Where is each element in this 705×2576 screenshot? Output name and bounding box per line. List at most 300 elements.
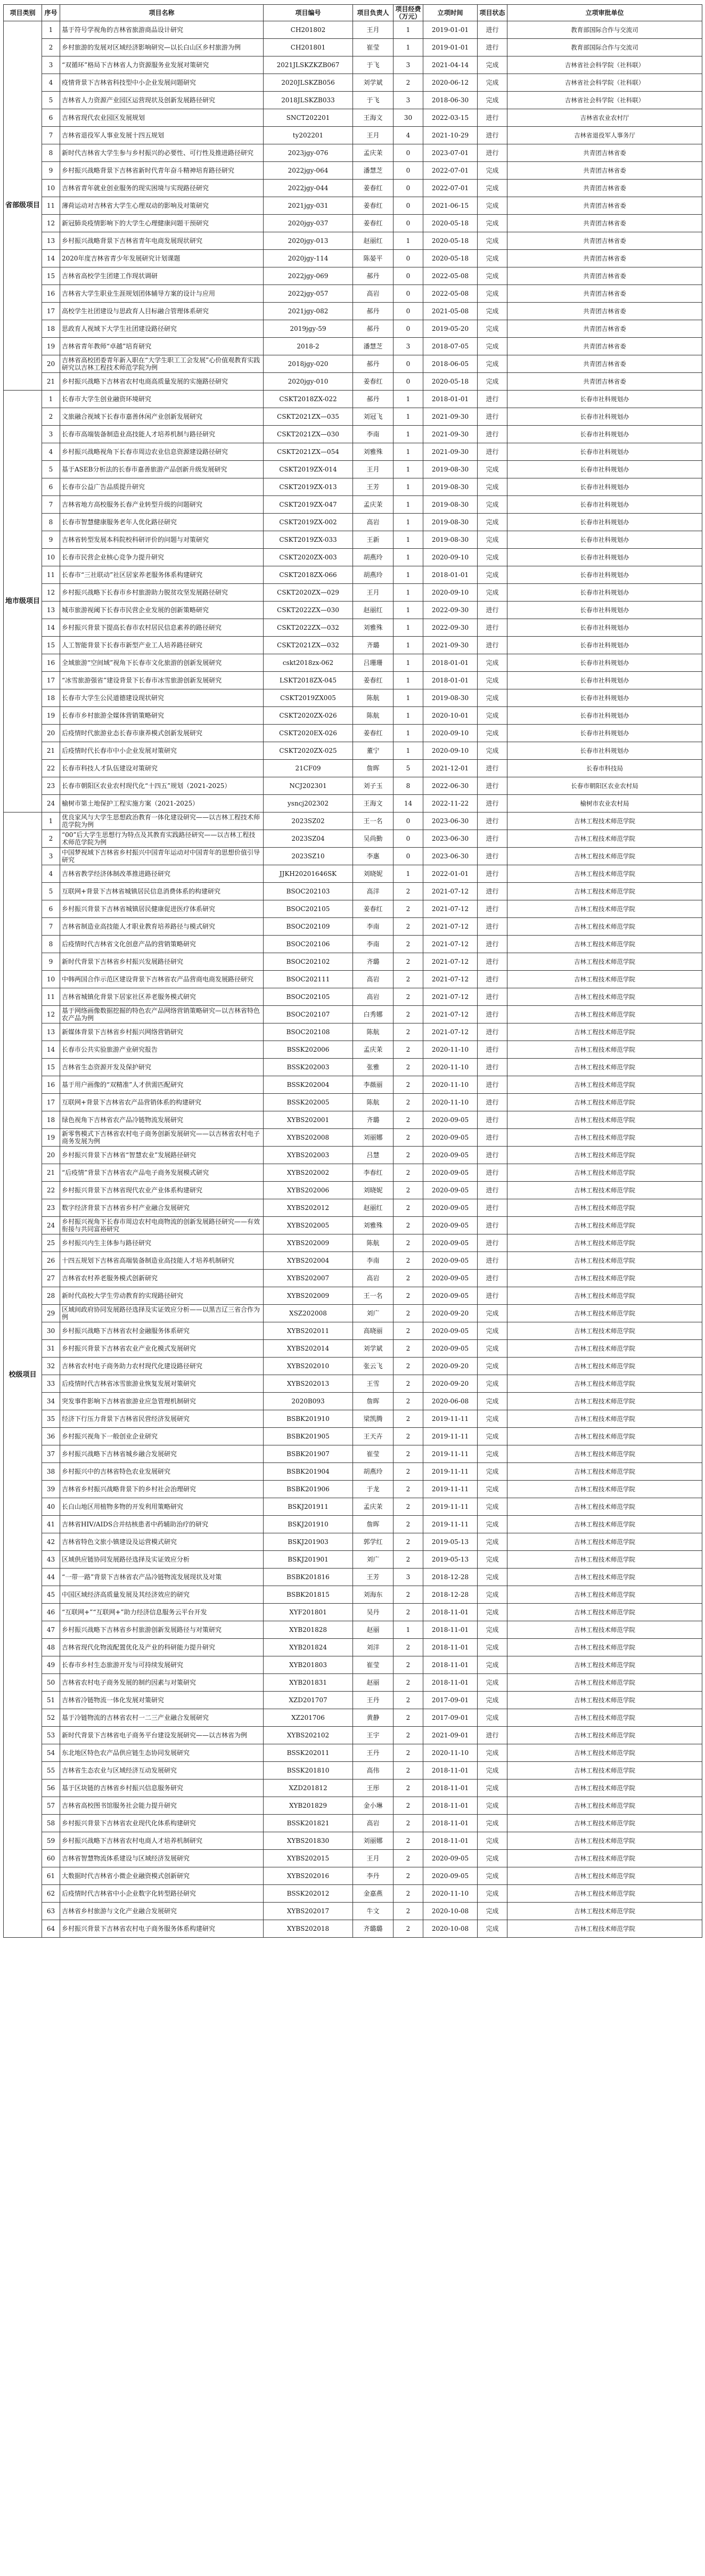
table-row	[4, 391, 702, 408]
approval-date: 2023-06-30	[423, 830, 478, 848]
project-status: 完成	[478, 1621, 507, 1639]
table-row	[4, 443, 702, 461]
project-name: 乡村振兴战略下吉林省城乡融合发展研究	[60, 1445, 264, 1463]
project-code: cskt2018zx-062	[264, 654, 353, 672]
project-status: 进行	[478, 1129, 507, 1147]
project-leader: 李南	[353, 1252, 394, 1270]
project-leader: 王彤	[353, 1779, 394, 1797]
project-code: XYBS202102	[264, 1727, 353, 1744]
project-status: 完成	[478, 725, 507, 742]
table-row	[4, 1164, 702, 1182]
project-name: 后疫情时代吉林省中小企业数字化转型路径研究	[60, 1885, 264, 1903]
table-row	[4, 39, 702, 56]
project-leader: 胡燕玲	[353, 1463, 394, 1481]
project-status: 完成	[478, 1498, 507, 1516]
column-header: 立项审批单位	[507, 5, 702, 21]
project-funding: 2	[394, 988, 423, 1006]
table-row	[4, 1129, 702, 1147]
approval-unit: 吉林工程技术师范学院	[507, 1727, 702, 1744]
project-funding: 2	[394, 1850, 423, 1867]
project-funding: 2	[394, 1779, 423, 1797]
approval-date: 2020-05-18	[423, 215, 478, 232]
table-row	[4, 1182, 702, 1199]
project-code: XYB201831	[264, 1674, 353, 1692]
project-leader: 刘雅殊	[353, 619, 394, 637]
project-funding: 2	[394, 1498, 423, 1516]
project-funding: 1	[394, 478, 423, 496]
project-status: 进行	[478, 21, 507, 39]
project-leader: 李南	[353, 918, 394, 936]
row-number: 1	[42, 812, 60, 830]
row-number: 40	[42, 1498, 60, 1516]
category-cell: 校级项目	[4, 812, 42, 1938]
approval-unit: 长春市社科规划办	[507, 443, 702, 461]
project-name: 吉林省高校图书馆服务社会能力提升研究	[60, 1797, 264, 1815]
approval-unit: 吉林工程技术师范学院	[507, 1779, 702, 1797]
project-code: XYBS202009	[264, 1234, 353, 1252]
project-code: BSOC202108	[264, 1023, 353, 1041]
approval-unit: 吉林工程技术师范学院	[507, 1041, 702, 1059]
row-number: 56	[42, 1779, 60, 1797]
project-code: XYBS202009	[264, 1287, 353, 1305]
column-header: 项目负责人	[353, 5, 394, 21]
project-funding: 2	[394, 1358, 423, 1375]
approval-date: 2018-11-01	[423, 1762, 478, 1779]
project-status: 完成	[478, 1797, 507, 1815]
project-leader: 吕珊珊	[353, 654, 394, 672]
approval-date: 2023-06-30	[423, 848, 478, 865]
approval-unit: 共青团吉林省委	[507, 373, 702, 391]
table-row	[4, 373, 702, 391]
project-leader: 刘学斌	[353, 1340, 394, 1358]
project-code: CSKT2018ZX-022	[264, 391, 353, 408]
approval-unit: 吉林工程技术师范学院	[507, 1885, 702, 1903]
approval-date: 2018-06-05	[423, 355, 478, 373]
project-status: 进行	[478, 760, 507, 777]
project-funding: 1	[394, 232, 423, 250]
approval-unit: 吉林工程技术师范学院	[507, 1358, 702, 1375]
row-number: 27	[42, 1270, 60, 1287]
approval-date: 2019-08-30	[423, 461, 478, 478]
project-funding: 2	[394, 1094, 423, 1111]
approval-date: 2020-09-05	[423, 1867, 478, 1885]
project-funding: 2	[394, 1147, 423, 1164]
project-funding: 2	[394, 1463, 423, 1481]
table-row	[4, 426, 702, 443]
approval-unit: 吉林工程技术师范学院	[507, 918, 702, 936]
project-leader: 郝丹	[353, 320, 394, 338]
table-row	[4, 566, 702, 584]
approval-date: 2022-09-30	[423, 602, 478, 619]
approval-date: 2020-09-05	[423, 1147, 478, 1164]
project-name: 绿色视角下吉林省农产品冷链物流发展研究	[60, 1111, 264, 1129]
row-number: 44	[42, 1569, 60, 1586]
table-row	[4, 760, 702, 777]
project-name: 吉林省制造业高技能人才职业教育培养路径与模式研究	[60, 918, 264, 936]
row-number: 3	[42, 56, 60, 74]
approval-unit: 榆树市农业农村局	[507, 795, 702, 812]
approval-date: 2020-09-05	[423, 1252, 478, 1270]
project-code: CSKT2020ZX-026	[264, 707, 353, 725]
approval-unit: 长春市社科规划办	[507, 742, 702, 760]
project-funding: 0	[394, 320, 423, 338]
project-code: XYBS202006	[264, 1182, 353, 1199]
row-number: 8	[42, 514, 60, 531]
approval-unit: 吉林工程技术师范学院	[507, 865, 702, 883]
project-status: 完成	[478, 1410, 507, 1428]
row-number: 16	[42, 285, 60, 303]
project-funding: 2	[394, 1217, 423, 1234]
approval-date: 2019-11-11	[423, 1463, 478, 1481]
project-funding: 2	[394, 1428, 423, 1445]
project-name: 后疫情时代吉林省文化创意产品的营销策略研究	[60, 936, 264, 953]
project-status: 进行	[478, 602, 507, 619]
project-code: XYB201829	[264, 1797, 353, 1815]
project-name: 薄荷运动对吉林省大学生心理双动的影响及对策研究	[60, 197, 264, 215]
approval-unit: 吉林省社会科学院（社科联）	[507, 74, 702, 92]
project-funding: 1	[394, 1621, 423, 1639]
project-name: 吉林省青年就业创业服务的现实困境与实现路径研究	[60, 180, 264, 197]
project-name: 吉林省现代农业园区发展规划	[60, 109, 264, 127]
project-leader: 高岩	[353, 1815, 394, 1832]
project-status: 完成	[478, 1340, 507, 1358]
project-code: BSOC202105	[264, 988, 353, 1006]
approval-date: 2019-05-13	[423, 1533, 478, 1551]
project-leader: 刘晓妮	[353, 865, 394, 883]
project-code: XZD201812	[264, 1779, 353, 1797]
approval-date: 2020-09-05	[423, 1129, 478, 1147]
project-funding: 1	[394, 725, 423, 742]
approval-date: 2020-11-10	[423, 1744, 478, 1762]
table-row	[4, 1779, 702, 1797]
project-code: BSSK202003	[264, 1059, 353, 1076]
project-leader: 刘雅殊	[353, 443, 394, 461]
approval-date: 2020-09-05	[423, 1217, 478, 1234]
table-row	[4, 936, 702, 953]
project-leader: 郝丹	[353, 355, 394, 373]
approval-unit: 吉林工程技术师范学院	[507, 1832, 702, 1850]
project-name: 大数据时代吉林省小微企业融资模式创新研究	[60, 1867, 264, 1885]
approval-unit: 吉林工程技术师范学院	[507, 1182, 702, 1199]
project-funding: 2	[394, 1885, 423, 1903]
row-number: 22	[42, 760, 60, 777]
project-funding: 1	[394, 865, 423, 883]
project-funding: 2	[394, 1744, 423, 1762]
project-leader: 郝丹	[353, 391, 394, 408]
project-name: 榆树市第土地保护工程实施方案（2021-2025）	[60, 795, 264, 812]
project-code: 2023SZ02	[264, 812, 353, 830]
project-code: BSKJ201910	[264, 1516, 353, 1533]
project-name: 吉林省生态资源开发及保护研究	[60, 1059, 264, 1076]
project-status: 进行	[478, 408, 507, 426]
project-name: 长春市公益广告品质提升研究	[60, 478, 264, 496]
project-funding: 2	[394, 1393, 423, 1410]
project-status: 进行	[478, 865, 507, 883]
row-number: 2	[42, 408, 60, 426]
approval-date: 2019-08-30	[423, 478, 478, 496]
project-status: 进行	[478, 1287, 507, 1305]
approval-unit: 吉林工程技术师范学院	[507, 830, 702, 848]
project-code: XYBS201830	[264, 1832, 353, 1850]
table-row	[4, 654, 702, 672]
approval-date: 2021-09-30	[423, 637, 478, 654]
approval-date: 2019-11-11	[423, 1445, 478, 1463]
approval-date: 2020-05-18	[423, 250, 478, 267]
project-leader: 王一名	[353, 812, 394, 830]
approval-date: 2021-10-29	[423, 127, 478, 144]
approval-date: 2020-06-08	[423, 1393, 478, 1410]
row-number: 25	[42, 1234, 60, 1252]
approval-date: 2018-06-30	[423, 92, 478, 109]
approval-unit: 吉林工程技术师范学院	[507, 1762, 702, 1779]
project-name: 吉林省高校团委青年新入职在“大学生职工工会发展”心价值观教育实践研究以吉林工程技术师范学院为例	[60, 355, 264, 373]
project-funding: 2	[394, 1410, 423, 1428]
project-status: 进行	[478, 1023, 507, 1041]
project-code: ty202201	[264, 127, 353, 144]
project-leader: 姜春红	[353, 197, 394, 215]
project-name: 乡村振兴战略下吉林省农村金融服务体系研究	[60, 1322, 264, 1340]
approval-date: 2019-08-30	[423, 514, 478, 531]
project-leader: 姜春红	[353, 672, 394, 689]
table-row	[4, 1111, 702, 1129]
table-row	[4, 549, 702, 566]
project-code: XYBS202005	[264, 1217, 353, 1234]
project-code: CSKT2020ZX-025	[264, 742, 353, 760]
project-leader: 高晓丽	[353, 1322, 394, 1340]
project-status: 完成	[478, 478, 507, 496]
approval-unit: 吉林工程技术师范学院	[507, 1023, 702, 1041]
approval-date: 2022-03-15	[423, 109, 478, 127]
project-leader: 詹晖	[353, 760, 394, 777]
row-number: 12	[42, 1006, 60, 1023]
table-row	[4, 1305, 702, 1322]
approval-unit: 长春市社科规划办	[507, 637, 702, 654]
project-leader: 陈航	[353, 707, 394, 725]
project-status: 进行	[478, 953, 507, 971]
table-row	[4, 1006, 702, 1023]
project-status: 进行	[478, 1234, 507, 1252]
project-code: 2020jgy-114	[264, 250, 353, 267]
approval-unit: 教育部国际合作与交流司	[507, 39, 702, 56]
table-row	[4, 1445, 702, 1463]
project-funding: 2	[394, 936, 423, 953]
row-number: 8	[42, 144, 60, 162]
project-name: “冰雪旅游强省”建设背景下长春市冰雪旅游创新发展研究	[60, 672, 264, 689]
project-funding: 1	[394, 496, 423, 514]
project-status: 完成	[478, 654, 507, 672]
project-name: 吉林省高校学生团建工作现状调研	[60, 267, 264, 285]
project-leader: 高岩	[353, 988, 394, 1006]
project-leader: 牛文	[353, 1903, 394, 1920]
project-leader: 陈航	[353, 1023, 394, 1041]
row-number: 17	[42, 1094, 60, 1111]
project-funding: 1	[394, 707, 423, 725]
column-header: 项目状态	[478, 5, 507, 21]
approval-date: 2020-05-18	[423, 373, 478, 391]
project-status: 完成	[478, 267, 507, 285]
table-row	[4, 1463, 702, 1481]
row-number: 7	[42, 496, 60, 514]
project-funding: 2	[394, 1006, 423, 1023]
table-row	[4, 355, 702, 373]
project-status: 进行	[478, 1076, 507, 1094]
project-name: 乡村振兴视角下长春市周边农村电商物流的创新发展路径研究——有效衔接与共同富裕研究	[60, 1217, 264, 1234]
project-code: BSOC202105	[264, 900, 353, 918]
project-name: 吉林省农村电子商务发展的制约因素与对策研究	[60, 1674, 264, 1692]
approval-unit: 共青团吉林省委	[507, 232, 702, 250]
approval-date: 2019-08-30	[423, 496, 478, 514]
project-funding: 2	[394, 1692, 423, 1709]
project-leader: 孟庆茉	[353, 1498, 394, 1516]
project-status: 进行	[478, 127, 507, 144]
row-number: 31	[42, 1340, 60, 1358]
approval-unit: 共青团吉林省委	[507, 267, 702, 285]
approval-unit: 吉林工程技术师范学院	[507, 848, 702, 865]
approval-unit: 长春市社科规划办	[507, 531, 702, 549]
approval-date: 2019-05-20	[423, 320, 478, 338]
category-cell: 地市级项目	[4, 391, 42, 812]
approval-unit: 吉林工程技术师范学院	[507, 1129, 702, 1147]
project-status: 完成	[478, 215, 507, 232]
project-name: 新零售模式下吉林省农村电子商务创新发展研究——以吉林省农村电子商务发展为例	[60, 1129, 264, 1147]
approval-unit: 吉林省社会科学院（社科联）	[507, 56, 702, 74]
project-name: 新时代吉林省大学生参与乡村振兴的必要性、可行性及推进路径研究	[60, 144, 264, 162]
row-number: 11	[42, 197, 60, 215]
project-status: 完成	[478, 373, 507, 391]
approval-unit: 吉林工程技术师范学院	[507, 1234, 702, 1252]
row-number: 32	[42, 1358, 60, 1375]
table-row	[4, 725, 702, 742]
project-name: 吉林省城镇化背景下居家社区养老服务模式研究	[60, 988, 264, 1006]
project-funding: 2	[394, 953, 423, 971]
approval-date: 2022-11-22	[423, 795, 478, 812]
approval-unit: 吉林工程技术师范学院	[507, 1463, 702, 1481]
project-code: BSOC202103	[264, 883, 353, 900]
project-status: 完成	[478, 1832, 507, 1850]
project-status: 进行	[478, 1727, 507, 1744]
project-name: 2020年度吉林省青少年发展研究计划课题	[60, 250, 264, 267]
project-name: 吉林省转型发展本科院校科研评价的问题与对策研究	[60, 531, 264, 549]
project-code: CSKT2019ZX-002	[264, 514, 353, 531]
table-row	[4, 531, 702, 549]
project-leader: 高岩	[353, 285, 394, 303]
row-number: 9	[42, 953, 60, 971]
table-row	[4, 637, 702, 654]
project-name: 乡村振兴战略下吉林省乡村旅游创新发展路径与对策研究	[60, 1621, 264, 1639]
project-status: 完成	[478, 584, 507, 602]
project-funding: 3	[394, 1569, 423, 1586]
table-row	[4, 408, 702, 426]
project-code: 2023jgy-076	[264, 144, 353, 162]
table-row	[4, 496, 702, 514]
project-leader: 陈航	[353, 1094, 394, 1111]
row-number: 14	[42, 1041, 60, 1059]
project-status: 完成	[478, 1674, 507, 1692]
project-status: 进行	[478, 1270, 507, 1287]
project-status: 进行	[478, 619, 507, 637]
column-header: 项目编号	[264, 5, 353, 21]
approval-unit: 吉林工程技术师范学院	[507, 1498, 702, 1516]
project-funding: 2	[394, 1322, 423, 1340]
approval-date: 2018-01-01	[423, 391, 478, 408]
row-number: 23	[42, 777, 60, 795]
row-number: 59	[42, 1832, 60, 1850]
approval-unit: 吉林工程技术师范学院	[507, 1340, 702, 1358]
table-row	[4, 1428, 702, 1445]
project-funding: 2	[394, 1832, 423, 1850]
project-code: BSBK201905	[264, 1428, 353, 1445]
approval-date: 2020-09-05	[423, 1111, 478, 1129]
project-code: BSBK201815	[264, 1586, 353, 1604]
project-name: 乡村振兴战略背景下吉林省青年电商发展现状研究	[60, 232, 264, 250]
approval-unit: 长春市社科规划办	[507, 514, 702, 531]
project-funding: 2	[394, 1164, 423, 1182]
project-leader: 赵丽红	[353, 602, 394, 619]
project-funding: 3	[394, 338, 423, 355]
project-code: CSKT2019ZX-047	[264, 496, 353, 514]
project-name: 乡村振兴战略下吉林省农村电商高质量发展的实施路径研究	[60, 373, 264, 391]
project-code: XYBS202013	[264, 1375, 353, 1393]
project-name: 长春市朝阳区农业农村现代化“十四五”规划（2021-2025）	[60, 777, 264, 795]
approval-date: 2019-11-11	[423, 1498, 478, 1516]
project-leader: 张云飞	[353, 1358, 394, 1375]
project-funding: 0	[394, 285, 423, 303]
row-number: 18	[42, 689, 60, 707]
approval-date: 2020-11-10	[423, 1041, 478, 1059]
approval-unit: 共青团吉林省委	[507, 197, 702, 215]
approval-date: 2021-07-12	[423, 953, 478, 971]
project-leader: 胡燕玲	[353, 549, 394, 566]
row-number: 14	[42, 250, 60, 267]
table-row	[4, 338, 702, 355]
project-code: CSKT2020EX-026	[264, 725, 353, 742]
approval-date: 2018-11-01	[423, 1604, 478, 1621]
row-number: 33	[42, 1375, 60, 1393]
project-leader: 金嘉燕	[353, 1885, 394, 1903]
project-code: JJKH20201646SK	[264, 865, 353, 883]
table-row	[4, 619, 702, 637]
approval-unit: 吉林工程技术师范学院	[507, 1410, 702, 1428]
project-name: 人工智能背景下长春市新型产业工人培养路径研究	[60, 637, 264, 654]
table-row	[4, 865, 702, 883]
project-funding: 2	[394, 74, 423, 92]
row-number: 19	[42, 338, 60, 355]
project-status: 完成	[478, 1815, 507, 1832]
table-row	[4, 1094, 702, 1111]
approval-unit: 长春市朝阳区农业农村局	[507, 777, 702, 795]
project-code: BSBK201904	[264, 1463, 353, 1481]
project-leader: 刘子玉	[353, 777, 394, 795]
project-status: 完成	[478, 1445, 507, 1463]
project-status: 进行	[478, 1182, 507, 1199]
project-leader: 崔莹	[353, 1445, 394, 1463]
approval-unit: 吉林工程技术师范学院	[507, 1604, 702, 1621]
project-leader: 赵丽	[353, 1621, 394, 1639]
table-row	[4, 1674, 702, 1692]
approval-unit: 长春市社科规划办	[507, 689, 702, 707]
project-name: 吉林省现代化物流配置优化及产业的科研能力提升研究	[60, 1639, 264, 1656]
project-code: BSKJ201901	[264, 1551, 353, 1569]
row-number: 4	[42, 74, 60, 92]
project-name: 区域间政府协同发展路径选择及实证效应分析——以黑吉辽三省合作为例	[60, 1305, 264, 1322]
project-code: BSKJ201903	[264, 1533, 353, 1551]
project-status: 进行	[478, 1059, 507, 1076]
project-name: 新时代背景下吉林省乡村振兴发展路径研究	[60, 953, 264, 971]
row-number: 37	[42, 1445, 60, 1463]
approval-date: 2021-06-15	[423, 197, 478, 215]
project-code: 2019jgy-59	[264, 320, 353, 338]
project-code: 2021jgy-082	[264, 303, 353, 320]
